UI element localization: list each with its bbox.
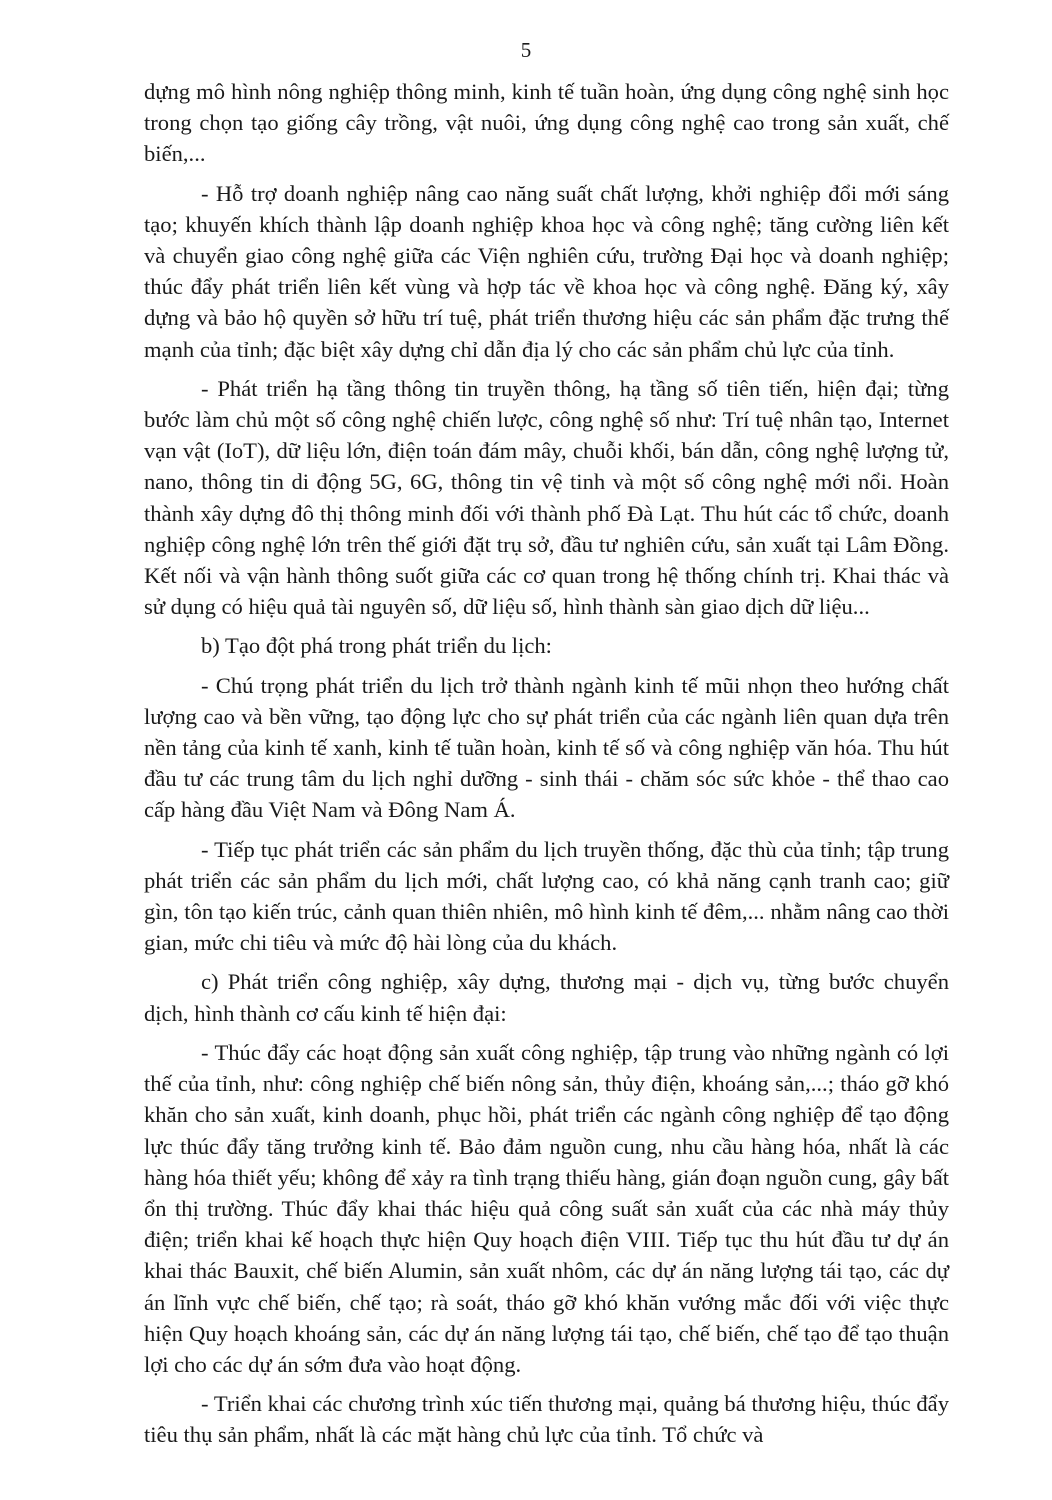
paragraph: - Chú trọng phát triển du lịch trở thành ngành kinh tế mũi nhọn theo hướng chất lượng cao và bền vững, tạo động lực cho sự phát triển của các ngành liên quan dựa trên nền tảng của kinh tế xanh, kinh tế tuần hoàn, kinh tế số và công nghiệp văn hóa. Thu hút đầu tư các trung tâm du lịch nghỉ dưỡng - sinh thái - chăm sóc sức khỏe - thể thao cao cấp hàng đầu Việt Nam và Đông Nam Á. <box>144 672 949 823</box>
paragraph: - Hỗ trợ doanh nghiệp nâng cao năng suất chất lượng, khởi nghiệp đổi mới sáng tạo; khuyến khích thành lập doanh nghiệp khoa học và công nghệ; tăng cường liên kết và chuyển giao công nghệ giữa các Viện nghiên cứu, trường Đại học và doanh nghiệp; thúc đẩy phát triển liên kết vùng và hợp tác về khoa học và công nghệ. Đăng ký, xây dựng và bảo hộ quyền sở hữu trí tuệ, phát triển thương hiệu các sản phẩm đặc trưng thế mạnh của tỉnh; đặc biệt xây dựng chỉ dẫn địa lý cho các sản phẩm chủ lực của tỉnh. <box>144 180 949 362</box>
paragraph: dựng mô hình nông nghiệp thông minh, kinh tế tuần hoàn, ứng dụng công nghệ sinh học trong chọn tạo giống cây trồng, vật nuôi, ứng dụng công nghệ cao trong sản xuất, chế biến,... <box>144 79 949 167</box>
paragraph: - Triển khai các chương trình xúc tiến thương mại, quảng bá thương hiệu, thúc đẩy tiêu thụ sản phẩm, nhất là các mặt hàng chủ lực của tỉnh. Tổ chức và <box>144 1391 949 1448</box>
section-heading: c) Phát triển công nghiệp, xây dựng, thương mại - dịch vụ, từng bước chuyển dịch, hình thành cơ cấu kinh tế hiện đại: <box>144 969 949 1026</box>
paragraph: - Thúc đẩy các hoạt động sản xuất công nghiệp, tập trung vào những ngành có lợi thế của tỉnh, như: công nghiệp chế biến nông sản, thủy điện, khoáng sản,...; tháo gỡ khó khăn cho sản xuất, kinh doanh, phục hồi, phát triển các ngành công nghiệp để tạo động lực thúc đẩy tăng trưởng kinh tế. Bảo đảm nguồn cung, nhu cầu hàng hóa, nhất là các hàng hóa thiết yếu; không để xảy ra tình trạng thiếu hàng, gián đoạn nguồn cung, gây bất ổn thị trường. Thúc đẩy khai thác hiệu quả công suất sản xuất của các nhà máy thủy điện; triển khai kế hoạch thực hiện Quy hoạch điện VIII. Tiếp tục thu hút đầu tư dự án khai thác Bauxit, chế biến Alumin, sản xuất nhôm, các dự án năng lượng tái tạo, các dự án lĩnh vực chế biến, chế tạo; rà soát, tháo gỡ khó khăn vướng mắc đối với việc thực hiện Quy hoạch khoáng sản, các dự án năng lượng tái tạo, chế biến, chế tạo để tạo thuận lợi cho các dự án sớm đưa vào hoạt động. <box>144 1039 950 1377</box>
document-body <box>144 76 949 1459</box>
paragraph: - Tiếp tục phát triển các sản phẩm du lịch truyền thống, đặc thù của tỉnh; tập trung phát triển các sản phẩm du lịch mới, chất lượng cao, có khả năng cạnh tranh cao; giữ gìn, tôn tạo kiến trúc, cảnh quan thiên nhiên, mô hình kinh tế đêm,... nhằm nâng cao thời gian, mức chi tiêu và mức độ hài lòng của du khách. <box>144 836 949 956</box>
paragraph: - Phát triển hạ tầng thông tin truyền thông, hạ tầng số tiên tiến, hiện đại; từng bước làm chủ một số công nghệ chiến lược, công nghệ số như: Trí tuệ nhân tạo, Internet vạn vật (IoT), dữ liệu lớn, điện toán đám mây, chuỗi khối, bán dẫn, công nghệ lượng tử, nano, thông tin di động 5G, 6G, thông tin vệ tinh và một số công nghệ mới nổi. Hoàn thành xây dựng đô thị thông minh đối với thành phố Đà Lạt. Thu hút các tổ chức, doanh nghiệp công nghệ lớn trên thế giới đặt trụ sở, đầu tư nghiên cứu, sản xuất tại Lâm Đồng. Kết nối và vận hành thông suốt giữa các cơ quan trong hệ thống chính trị. Khai thác và sử dụng có hiệu quả tài nguyên số, dữ liệu số, hình thành sàn giao dịch dữ liệu... <box>144 375 949 620</box>
page-number: 5 <box>520 38 532 62</box>
section-heading: b) Tạo đột phá trong phát triển du lịch: <box>201 633 552 659</box>
